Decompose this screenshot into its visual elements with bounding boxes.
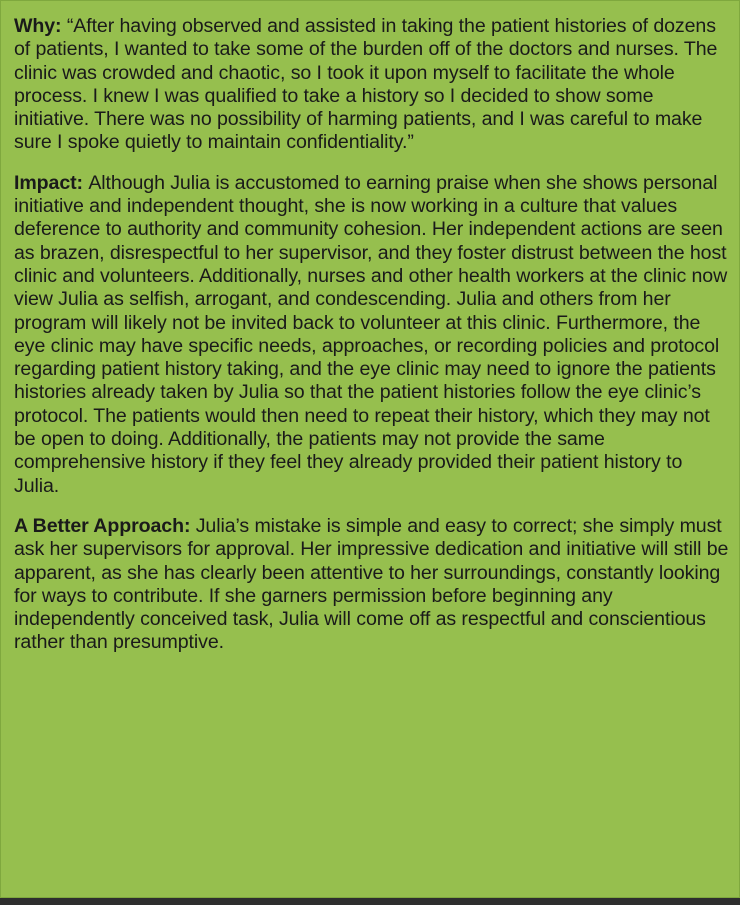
impact-paragraph: [14, 172, 729, 498]
better-approach-heading: A Better Approach:: [14, 514, 196, 537]
impact-body: Although Julia is accustomed to earning praise when she shows personal initiative and independent thought, she is now working in a culture that values deference to authority and community cohesion. Her independent actions are seen as brazen, disrespectful to her supervisor, and they foster distrust between the host clinic and volunteers. Additionally, nurses and other health workers at the clinic now view Julia as selfish, arrogant, and condescending. Julia and others from her program will likely not be invited back to volunteer at this clinic. Furthermore, the eye clinic may have specific needs, approaches, or recording policies and protocol regarding patient history taking, and the eye clinic may need to ignore the patients histories already taken by Julia so that the patient histories follow the eye clinic’s protocol. The patients would then need to repeat their history, which they may not be open to doing. Additionally, the patients may not provide the same comprehensive history if they feel they already provided their patient history to Julia.: [14, 171, 728, 497]
impact-heading: Impact:: [14, 171, 89, 194]
bottom-border: [0, 898, 740, 905]
why-paragraph: [14, 15, 729, 155]
why-body: “After having observed and assisted in taking the patient histories of dozens of patients, I wanted to take some of the burden off of the doctors and nurses. The clinic was crowded and chaotic, so I took it upon myself to facilitate the whole process. I knew I was qualified to take a history so I decided to show some initiative. There was no possibility of harming patients, and I was careful to make sure I spoke quietly to maintain confidentiality.”: [14, 15, 718, 154]
why-heading: Why:: [14, 15, 67, 37]
better-approach-paragraph: [14, 515, 729, 655]
better-approach-body: Julia’s mistake is simple and easy to correct; she simply must ask her supervisors for approval. Her impressive dedication and initiative will still be apparent, as she has clearly been attentive to her surroundings, constantly looking for ways to contribute. If she garners permission before beginning any independently conceived task, Julia will come off as respectful and conscientious rather than presumptive.: [14, 514, 729, 654]
